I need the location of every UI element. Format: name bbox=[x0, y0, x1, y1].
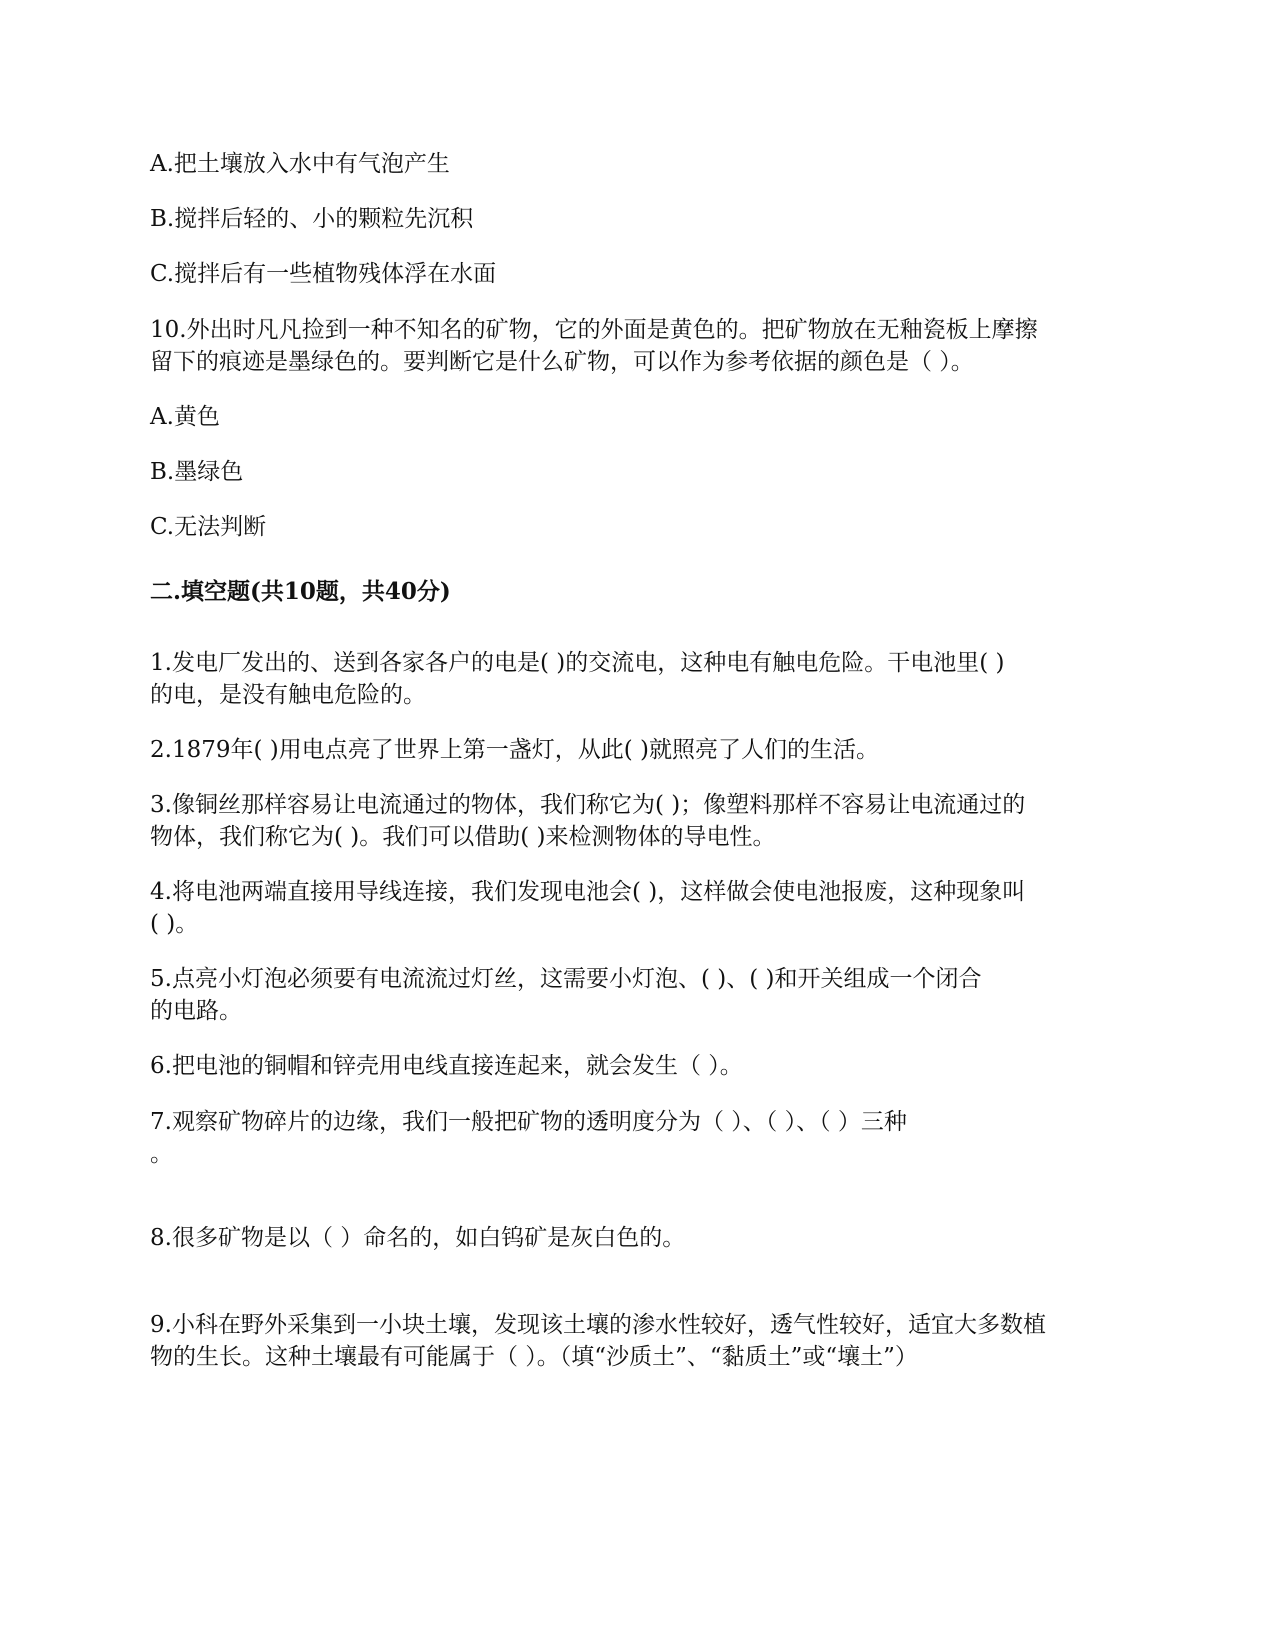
option-c: C.搅拌后有一些植物残体浮在水面 bbox=[150, 261, 497, 287]
fill-question-5-line-2: 的电路。 bbox=[150, 998, 242, 1024]
fill-question-1-line-2: 的电，是没有触电危险的。 bbox=[150, 682, 426, 708]
question-10-line-2: 留下的痕迹是墨绿色的。要判断它是什么矿物，可以作为参考依据的颜色是（ ）。 bbox=[150, 349, 974, 375]
fill-question-3-line-2: 物体，我们称它为( )。我们可以借助( )来检测物体的导电性。 bbox=[150, 824, 776, 850]
question-10-option-b: B.墨绿色 bbox=[150, 459, 244, 485]
fill-question-5-line-1: 5.点亮小灯泡必须要有电流流过灯丝，这需要小灯泡、( )、( )和开关组成一个闭合 bbox=[150, 966, 982, 992]
option-b: B.搅拌后轻的、小的颗粒先沉积 bbox=[150, 206, 474, 232]
fill-question-8: 8.很多矿物是以（ ）命名的，如白钨矿是灰白色的。 bbox=[150, 1225, 686, 1251]
fill-question-7-line-1: 7.观察矿物碎片的边缘，我们一般把矿物的透明度分为（ ）、（ ）、（ ）三种 bbox=[150, 1109, 907, 1135]
fill-question-9-line-2: 物的生长。这种土壤最有可能属于（ ）。（填“沙质土”、“黏质土”或“壤土”） bbox=[150, 1344, 918, 1370]
fill-question-7-line-2: 。 bbox=[150, 1141, 173, 1167]
fill-question-4-line-2: ( )。 bbox=[150, 911, 199, 937]
fill-question-4-line-1: 4.将电池两端直接用导线连接，我们发现电池会( )，这样做会使电池报废，这种现象叫 bbox=[150, 879, 1026, 905]
fill-question-1-line-1: 1.发电厂发出的、送到各家各户的电是( )的交流电，这种电有触电危险。干电池里( ) bbox=[150, 650, 1005, 676]
option-a: A.把土壤放入水中有气泡产生 bbox=[150, 151, 450, 177]
fill-question-6: 6.把电池的铜帽和锌壳用电线直接连起来，就会发生（ ）。 bbox=[150, 1053, 743, 1079]
question-10-option-a: A.黄色 bbox=[150, 404, 220, 430]
fill-question-3-line-1: 3.像铜丝那样容易让电流通过的物体，我们称它为( )；像塑料那样不容易让电流通过的 bbox=[150, 792, 1026, 818]
fill-question-9-line-1: 9.小科在野外采集到一小块土壤，发现该土壤的渗水性较好，透气性较好，适宜大多数植 bbox=[150, 1312, 1046, 1338]
section-heading: 二.填空题(共10题，共40分) bbox=[150, 578, 451, 605]
question-10-line-1: 10.外出时凡凡捡到一种不知名的矿物，它的外面是黄色的。把矿物放在无釉瓷板上摩擦 bbox=[150, 317, 1038, 343]
fill-question-2: 2.1879年( )用电点亮了世界上第一盏灯，从此( )就照亮了人们的生活。 bbox=[150, 737, 879, 763]
question-10-option-c: C.无法判断 bbox=[150, 514, 267, 540]
